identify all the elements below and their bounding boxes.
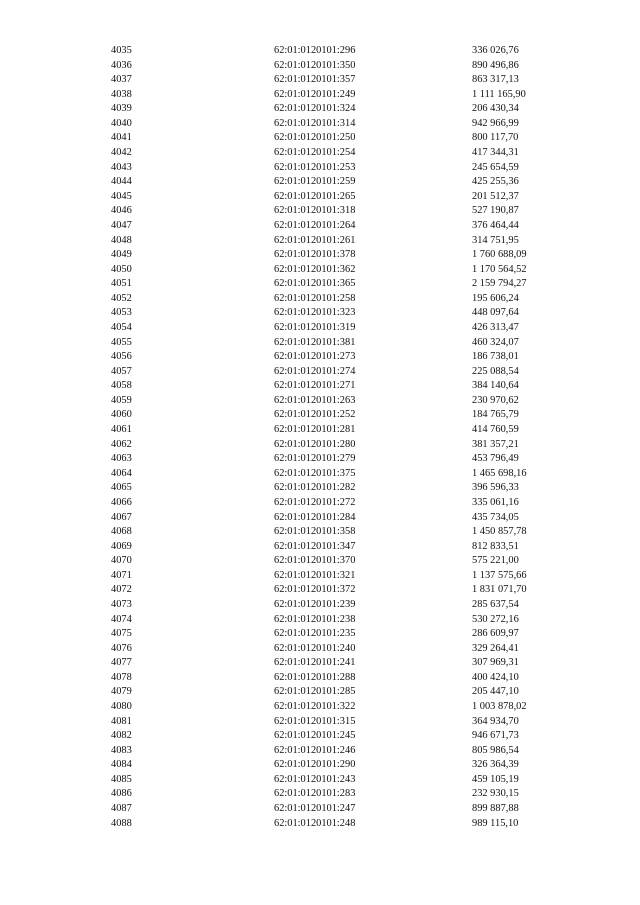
cadastral-value: 205 447,10: [472, 686, 519, 698]
cadastral-number: 62:01:0120101:241: [274, 657, 356, 669]
cadastral-value: 453 796,49: [472, 453, 519, 465]
cadastral-number: 62:01:0120101:264: [274, 219, 356, 231]
cadastral-number: 62:01:0120101:245: [274, 730, 356, 742]
table-row: [0, 583, 640, 598]
cadastral-value: 184 765,79: [472, 409, 519, 421]
row-number: 4066: [111, 496, 132, 508]
cadastral-number: 62:01:0120101:273: [274, 351, 356, 363]
cadastral-number: 62:01:0120101:263: [274, 394, 356, 406]
row-number: 4039: [111, 103, 132, 115]
row-number: 4071: [111, 569, 132, 581]
cadastral-value: 396 596,33: [472, 482, 519, 494]
table-row: [0, 715, 640, 730]
table-row: [0, 671, 640, 686]
row-number: 4081: [111, 715, 132, 727]
row-number: 4035: [111, 45, 132, 56]
table-row: [0, 336, 640, 351]
cadastral-value: 230 970,62: [472, 394, 519, 406]
cadastral-value: 400 424,10: [472, 671, 519, 683]
row-number: 4077: [111, 657, 132, 669]
table-row: [0, 146, 640, 161]
row-number: 4087: [111, 803, 132, 815]
row-number: 4072: [111, 584, 132, 596]
table-row: [0, 292, 640, 307]
cadastral-number: 62:01:0120101:323: [274, 307, 356, 319]
cadastral-number: 62:01:0120101:258: [274, 292, 356, 304]
row-number: 4058: [111, 380, 132, 392]
cadastral-number: 62:01:0120101:288: [274, 671, 356, 683]
cadastral-number: 62:01:0120101:254: [274, 147, 356, 159]
cadastral-number: 62:01:0120101:357: [274, 74, 356, 86]
table-row: [0, 117, 640, 132]
cadastral-number: 62:01:0120101:235: [274, 628, 356, 640]
row-number: 4062: [111, 438, 132, 450]
cadastral-number: 62:01:0120101:272: [274, 496, 356, 508]
cadastral-value: 414 760,59: [472, 424, 519, 436]
row-number: 4076: [111, 642, 132, 654]
cadastral-number: 62:01:0120101:347: [274, 540, 356, 552]
row-number: 4037: [111, 74, 132, 86]
row-number: 4075: [111, 628, 132, 640]
cadastral-value: 459 105,19: [472, 773, 519, 785]
row-number: 4043: [111, 161, 132, 173]
table-row: [0, 700, 640, 715]
row-number: 4082: [111, 730, 132, 742]
cadastral-value-table: [0, 44, 640, 831]
cadastral-number: 62:01:0120101:239: [274, 598, 356, 610]
row-number: 4054: [111, 321, 132, 333]
row-number: 4036: [111, 59, 132, 71]
cadastral-number: 62:01:0120101:375: [274, 467, 356, 479]
table-row: [0, 802, 640, 817]
row-number: 4074: [111, 613, 132, 625]
table-row: [0, 554, 640, 569]
table-row: [0, 613, 640, 628]
cadastral-value: 245 654,59: [472, 161, 519, 173]
cadastral-number: 62:01:0120101:378: [274, 249, 356, 261]
cadastral-value: 381 357,21: [472, 438, 519, 450]
cadastral-number: 62:01:0120101:290: [274, 759, 356, 771]
cadastral-number: 62:01:0120101:265: [274, 190, 356, 202]
cadastral-value: 1 465 698,16: [472, 467, 527, 479]
cadastral-value: 942 966,99: [472, 117, 519, 129]
cadastral-number: 62:01:0120101:282: [274, 482, 356, 494]
row-number: 4057: [111, 365, 132, 377]
row-number: 4068: [111, 526, 132, 538]
row-number: 4051: [111, 278, 132, 290]
table-row: [0, 88, 640, 103]
row-number: 4055: [111, 336, 132, 348]
row-number: 4049: [111, 249, 132, 261]
table-row: [0, 685, 640, 700]
cadastral-number: 62:01:0120101:372: [274, 584, 356, 596]
cadastral-value: 1 111 165,90: [472, 88, 526, 100]
cadastral-value: 326 364,39: [472, 759, 519, 771]
table-row: [0, 277, 640, 292]
cadastral-number: 62:01:0120101:362: [274, 263, 356, 275]
cadastral-value: 232 930,15: [472, 788, 519, 800]
row-number: 4041: [111, 132, 132, 144]
row-number: 4044: [111, 176, 132, 188]
table-row: [0, 161, 640, 176]
cadastral-value: 307 969,31: [472, 657, 519, 669]
table-row: [0, 758, 640, 773]
cadastral-value: 376 464,44: [472, 219, 519, 231]
table-row: [0, 744, 640, 759]
cadastral-value: 1 170 564,52: [472, 263, 527, 275]
table-row: [0, 44, 640, 59]
row-number: 4083: [111, 744, 132, 756]
cadastral-value: 329 264,41: [472, 642, 519, 654]
table-row: [0, 467, 640, 482]
table-row: [0, 73, 640, 88]
row-number: 4053: [111, 307, 132, 319]
cadastral-value: 575 221,00: [472, 555, 519, 567]
cadastral-value: 285 637,54: [472, 598, 519, 610]
row-number: 4048: [111, 234, 132, 246]
cadastral-value: 364 934,70: [472, 715, 519, 727]
table-row: [0, 219, 640, 234]
cadastral-value: 527 190,87: [472, 205, 519, 217]
table-row: [0, 102, 640, 117]
table-row: [0, 190, 640, 205]
cadastral-number: 62:01:0120101:283: [274, 788, 356, 800]
cadastral-number: 62:01:0120101:321: [274, 569, 356, 581]
cadastral-value: 890 496,86: [472, 59, 519, 71]
row-number: 4045: [111, 190, 132, 202]
cadastral-number: 62:01:0120101:381: [274, 336, 356, 348]
cadastral-value: 186 738,01: [472, 351, 519, 363]
cadastral-number: 62:01:0120101:252: [274, 409, 356, 421]
cadastral-value: 800 117,70: [472, 132, 519, 144]
cadastral-value: 812 833,51: [472, 540, 519, 552]
cadastral-number: 62:01:0120101:370: [274, 555, 356, 567]
table-row: [0, 394, 640, 409]
row-number: 4046: [111, 205, 132, 217]
cadastral-value: 805 986,54: [472, 744, 519, 756]
row-number: 4056: [111, 351, 132, 363]
cadastral-value: 530 272,16: [472, 613, 519, 625]
cadastral-number: 62:01:0120101:365: [274, 278, 356, 290]
cadastral-value: 286 609,97: [472, 628, 519, 640]
cadastral-number: 62:01:0120101:250: [274, 132, 356, 144]
table-row: [0, 481, 640, 496]
row-number: 4047: [111, 219, 132, 231]
cadastral-value: 989 115,10: [472, 817, 519, 829]
row-number: 4050: [111, 263, 132, 275]
cadastral-value: 335 061,16: [472, 496, 519, 508]
cadastral-value: 225 088,54: [472, 365, 519, 377]
row-number: 4086: [111, 788, 132, 800]
row-number: 4084: [111, 759, 132, 771]
row-number: 4070: [111, 555, 132, 567]
row-number: 4052: [111, 292, 132, 304]
row-number: 4080: [111, 701, 132, 713]
cadastral-number: 62:01:0120101:248: [274, 817, 356, 829]
row-number: 4078: [111, 671, 132, 683]
table-row: [0, 817, 640, 832]
cadastral-number: 62:01:0120101:279: [274, 453, 356, 465]
table-row: [0, 204, 640, 219]
cadastral-number: 62:01:0120101:324: [274, 103, 356, 115]
cadastral-number: 62:01:0120101:318: [274, 205, 356, 217]
cadastral-number: 62:01:0120101:243: [274, 773, 356, 785]
cadastral-number: 62:01:0120101:249: [274, 88, 356, 100]
table-row: [0, 131, 640, 146]
table-row: [0, 787, 640, 802]
cadastral-number: 62:01:0120101:259: [274, 176, 356, 188]
table-row: [0, 321, 640, 336]
table-row: [0, 350, 640, 365]
table-row: [0, 525, 640, 540]
cadastral-value: 2 159 794,27: [472, 278, 527, 290]
cadastral-number: 62:01:0120101:315: [274, 715, 356, 727]
table-row: [0, 540, 640, 555]
table-row: [0, 729, 640, 744]
row-number: 4059: [111, 394, 132, 406]
table-row: [0, 175, 640, 190]
cadastral-value: 425 255,36: [472, 176, 519, 188]
table-row: [0, 773, 640, 788]
cadastral-number: 62:01:0120101:322: [274, 701, 356, 713]
cadastral-value: 946 671,73: [472, 730, 519, 742]
table-row: [0, 656, 640, 671]
cadastral-number: 62:01:0120101:247: [274, 803, 356, 815]
cadastral-value: 1 003 878,02: [472, 701, 527, 713]
row-number: 4069: [111, 540, 132, 552]
cadastral-number: 62:01:0120101:296: [274, 45, 356, 56]
cadastral-number: 62:01:0120101:281: [274, 424, 356, 436]
cadastral-number: 62:01:0120101:271: [274, 380, 356, 392]
cadastral-number: 62:01:0120101:350: [274, 59, 356, 71]
cadastral-number: 62:01:0120101:285: [274, 686, 356, 698]
cadastral-value: 863 317,13: [472, 74, 519, 86]
cadastral-number: 62:01:0120101:240: [274, 642, 356, 654]
cadastral-number: 62:01:0120101:238: [274, 613, 356, 625]
cadastral-number: 62:01:0120101:284: [274, 511, 356, 523]
table-row: [0, 263, 640, 278]
table-row: [0, 379, 640, 394]
cadastral-value: 899 887,88: [472, 803, 519, 815]
table-row: [0, 511, 640, 526]
cadastral-value: 384 140,64: [472, 380, 519, 392]
row-number: 4085: [111, 773, 132, 785]
table-row: [0, 496, 640, 511]
cadastral-value: 1 450 857,78: [472, 526, 527, 538]
cadastral-value: 460 324,07: [472, 336, 519, 348]
row-number: 4040: [111, 117, 132, 129]
cadastral-value: 426 313,47: [472, 321, 519, 333]
table-row: [0, 569, 640, 584]
table-row: [0, 438, 640, 453]
cadastral-number: 62:01:0120101:274: [274, 365, 356, 377]
row-number: 4088: [111, 817, 132, 829]
row-number: 4060: [111, 409, 132, 421]
table-row: [0, 642, 640, 657]
cadastral-value: 1 760 688,09: [472, 249, 527, 261]
cadastral-value: 314 751,95: [472, 234, 519, 246]
table-row: [0, 423, 640, 438]
cadastral-value: 1 137 575,66: [472, 569, 527, 581]
row-number: 4079: [111, 686, 132, 698]
cadastral-number: 62:01:0120101:246: [274, 744, 356, 756]
cadastral-number: 62:01:0120101:319: [274, 321, 356, 333]
cadastral-value: 201 512,37: [472, 190, 519, 202]
table-row: [0, 452, 640, 467]
cadastral-value: 206 430,34: [472, 103, 519, 115]
cadastral-number: 62:01:0120101:280: [274, 438, 356, 450]
table-row: [0, 59, 640, 74]
row-number: 4038: [111, 88, 132, 100]
row-number: 4064: [111, 467, 132, 479]
table-row: [0, 365, 640, 380]
cadastral-number: 62:01:0120101:314: [274, 117, 356, 129]
row-number: 4065: [111, 482, 132, 494]
row-number: 4061: [111, 424, 132, 436]
table-row: [0, 234, 640, 249]
cadastral-number: 62:01:0120101:253: [274, 161, 356, 173]
table-row: [0, 306, 640, 321]
row-number: 4063: [111, 453, 132, 465]
row-number: 4073: [111, 598, 132, 610]
cadastral-value: 1 831 071,70: [472, 584, 527, 596]
cadastral-value: 417 344,31: [472, 147, 519, 159]
table-row: [0, 627, 640, 642]
table-row: [0, 248, 640, 263]
cadastral-number: 62:01:0120101:358: [274, 526, 356, 538]
cadastral-value: 435 734,05: [472, 511, 519, 523]
cadastral-value: 336 026,76: [472, 45, 519, 56]
cadastral-value: 448 097,64: [472, 307, 519, 319]
row-number: 4067: [111, 511, 132, 523]
cadastral-value: 195 606,24: [472, 292, 519, 304]
cadastral-number: 62:01:0120101:261: [274, 234, 356, 246]
table-row: [0, 598, 640, 613]
table-row: [0, 408, 640, 423]
row-number: 4042: [111, 147, 132, 159]
